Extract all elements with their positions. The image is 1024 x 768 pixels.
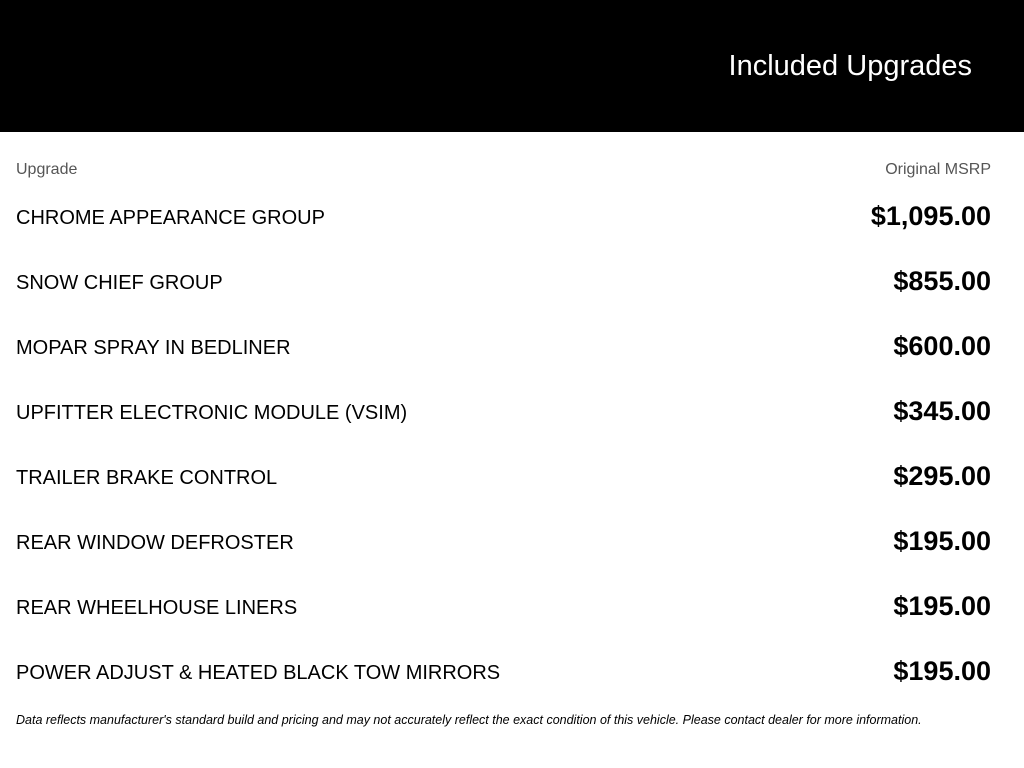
- upgrade-row: [16, 445, 991, 510]
- upgrade-row: [16, 575, 991, 640]
- page-title: Included Upgrades: [728, 50, 972, 82]
- upgrade-name: MOPAR SPRAY IN BEDLINER: [16, 337, 291, 359]
- upgrade-name: SNOW CHIEF GROUP: [16, 272, 223, 294]
- msrp-column-header: Original MSRP: [885, 161, 991, 178]
- upgrade-price: $855.00: [893, 266, 991, 296]
- upgrade-price: $345.00: [893, 396, 991, 426]
- upgrade-name: REAR WHEELHOUSE LINERS: [16, 597, 298, 619]
- upgrade-price: $195.00: [893, 526, 991, 556]
- upgrade-name: TRAILER BRAKE CONTROL: [16, 467, 278, 489]
- upgrade-name: CHROME APPEARANCE GROUP: [16, 207, 325, 229]
- upgrades-list: [16, 185, 991, 705]
- upgrade-column-header: Upgrade: [16, 161, 78, 178]
- header-banner: [0, 0, 1024, 132]
- upgrade-row: [16, 510, 991, 575]
- upgrade-name: UPFITTER ELECTRONIC MODULE (VSIM): [16, 402, 408, 424]
- upgrade-row: [16, 250, 991, 315]
- upgrade-price: $1,095.00: [870, 201, 991, 231]
- upgrade-price: $195.00: [893, 656, 991, 686]
- disclaimer-text: Data reflects manufacturer's standard build and pricing and may not accurately reflect the exact condition of this vehicle. Please contact dealer for more information.: [16, 713, 922, 727]
- upgrade-price: $295.00: [893, 461, 991, 491]
- upgrade-price: $600.00: [893, 331, 991, 361]
- upgrade-name: REAR WINDOW DEFROSTER: [16, 532, 294, 554]
- upgrade-row: [16, 640, 991, 705]
- upgrade-row: [16, 380, 991, 445]
- upgrade-price: $195.00: [893, 591, 991, 621]
- upgrade-row: [16, 315, 991, 380]
- upgrade-row: [16, 185, 991, 250]
- upgrade-name: POWER ADJUST & HEATED BLACK TOW MIRRORS: [16, 662, 501, 684]
